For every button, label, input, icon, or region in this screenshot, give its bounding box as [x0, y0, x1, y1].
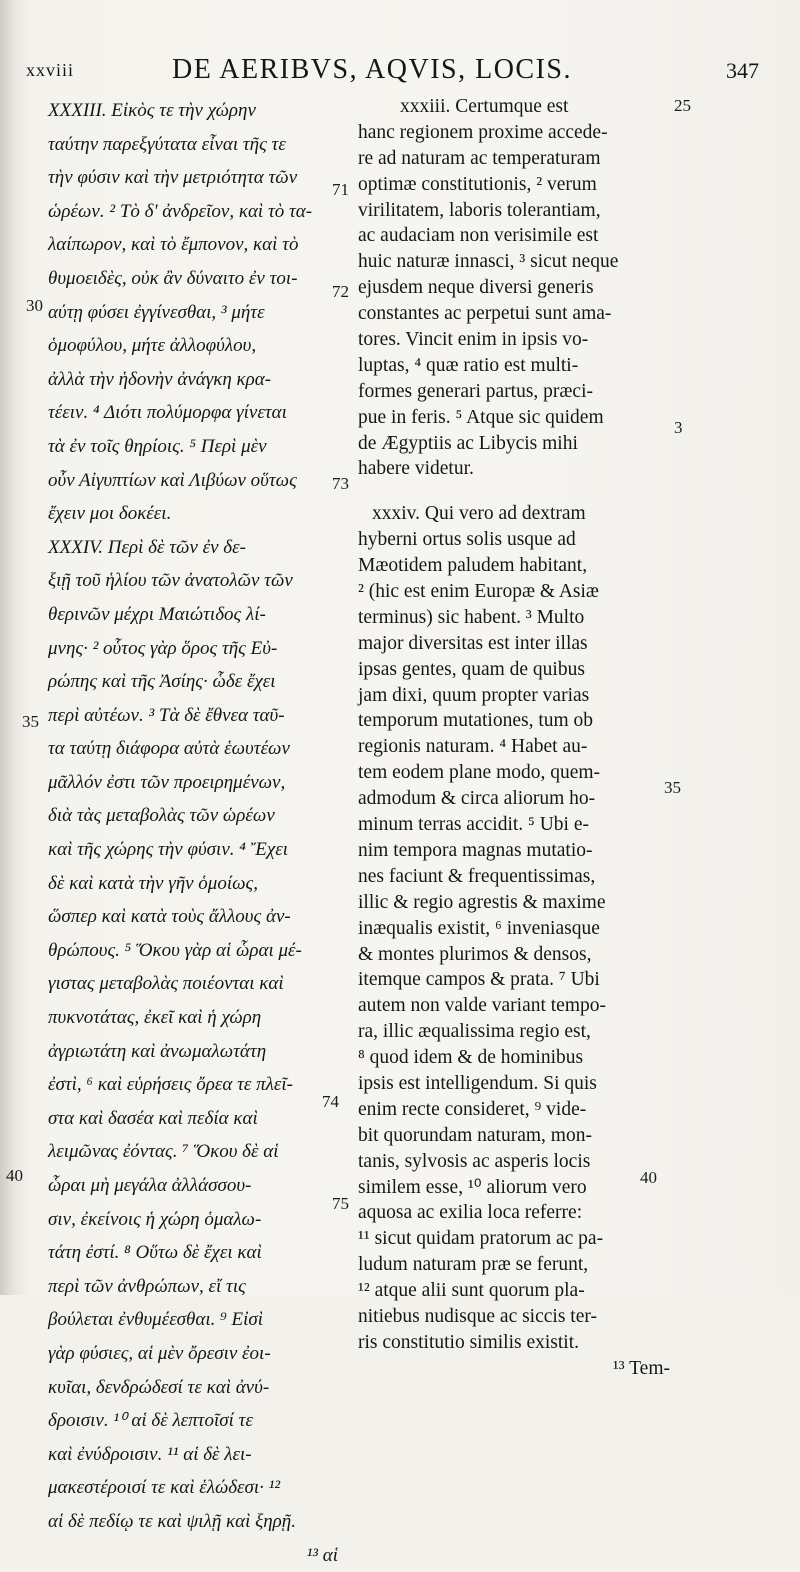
- greek-line: ὡρέων. ² Τὸ δ' ἀνδρεῖον, καὶ τὸ τα-: [48, 200, 313, 222]
- latin-line: ⁸ quod idem & de hominibus: [358, 1047, 584, 1069]
- header-section-number: xxviii: [26, 60, 75, 80]
- latin-line: ejusdem neque diversi generis: [358, 277, 594, 299]
- latin-line: ra, illic æqualissima regio est,: [358, 1021, 591, 1043]
- greek-line: τάτη ἐστί. ⁸ Οὕτω δὲ ἔχει καὶ: [48, 1242, 262, 1264]
- greek-line: XXXIV. Περὶ δὲ τῶν ἐν δε-: [48, 536, 246, 558]
- margin-number: 73: [332, 474, 349, 493]
- greek-line: τὰ ἐν τοῖς θηρίοις. ⁵ Περὶ μὲν: [48, 435, 267, 457]
- latin-line: habere videtur.: [358, 458, 474, 480]
- greek-line: λαίπωρον, καὶ τὸ ἔμπονον, καὶ τὸ: [48, 234, 299, 256]
- greek-line: μακεστέροισί τε καὶ ἑλώδεσι· ¹²: [48, 1477, 281, 1499]
- greek-line: ρώπης καὶ τῆς Ἀσίης· ὧδε ἔχει: [48, 671, 276, 693]
- margin-number: 35: [22, 712, 39, 731]
- greek-line: περὶ τῶν ἀνθρώπων, εἴ τις: [48, 1275, 246, 1297]
- greek-line: περὶ αὐτέων. ³ Τὰ δὲ ἔθνεα ταῦ-: [48, 704, 285, 726]
- latin-line: inæqualis existit, ⁶ inveniasque: [358, 917, 600, 939]
- latin-line: ludum naturam præ se ferunt,: [358, 1254, 589, 1276]
- latin-line: similem esse, ¹⁰ aliorum vero: [358, 1176, 587, 1198]
- latin-line: autem non valde variant tempo-: [358, 995, 606, 1017]
- margin-number: 35: [664, 778, 681, 797]
- latin-line: optimæ constitutionis, ² verum: [358, 173, 597, 195]
- latin-line: minum terras accidit. ⁵ Ubi e-: [358, 814, 589, 836]
- latin-line: terminus) sic habent. ³ Multo: [358, 606, 585, 628]
- greek-line: αἱ δὲ πεδίῳ τε καὶ ψιλῇ καὶ ξηρῇ.: [48, 1510, 296, 1532]
- latin-line: tores. Vincit enim in ipsis vo-: [358, 329, 589, 351]
- running-header: [0, 52, 800, 92]
- latin-line: tem eodem plane modo, quem-: [358, 762, 601, 784]
- latin-line: re ad naturam ac temperaturam: [358, 147, 601, 169]
- greek-line: δὲ καὶ κατὰ τὴν γῆν ὁμοίως,: [48, 872, 259, 894]
- latin-line: temporum mutationes, tum ob: [358, 710, 594, 732]
- greek-line: ταύτην παρεξγύτατα εἶναι τῆς τε: [48, 133, 286, 155]
- latin-line: nim tempora magnas mutatio-: [358, 839, 593, 861]
- greek-line: βούλεται ἐνθυμέεσθαι. ⁹ Εἰσὶ: [48, 1309, 264, 1331]
- greek-line: ἐστὶ, ⁶ καὶ εὑρήσεις ὄρεα τε πλεῖ-: [48, 1074, 293, 1096]
- latin-line: aquosa ac exilia loca referre:: [358, 1202, 583, 1224]
- latin-line: huic naturæ innasci, ³ sicut neque: [358, 251, 619, 273]
- latin-line: pue in feris. ⁵ Atque sic quidem: [358, 406, 604, 428]
- greek-line: καὶ ἐνύδροισιν. ¹¹ αἱ δὲ λει-: [48, 1443, 252, 1465]
- greek-catchword: ¹³ αἱ: [306, 1544, 338, 1566]
- latin-line: admodum & circa aliorum ho-: [358, 788, 596, 810]
- header-title: DE AERIBVS, AQVIS, LOCIS.: [172, 54, 572, 85]
- latin-line: xxxiii. Certumque est: [400, 96, 569, 117]
- greek-line: καὶ τῆς χώρης τὴν φύσιν. ⁴ Ἔχει: [48, 839, 288, 861]
- greek-line: δροισιν. ¹⁰ αἱ δὲ λεπτοῖσί τε: [48, 1410, 253, 1432]
- greek-line: ξιῇ τοῦ ἡλίου τῶν ἀνατολῶν τῶν: [48, 570, 293, 592]
- latin-line: nes faciunt & frequentissimas,: [358, 865, 596, 887]
- latin-line: hanc regionem proxime accede-: [358, 121, 608, 143]
- latin-line: de Ægyptiis ac Libycis mihi: [358, 432, 578, 454]
- latin-line: nitiebus nudisque ac siccis ter-: [358, 1305, 597, 1327]
- latin-line: & montes plurimos & densos,: [358, 943, 592, 965]
- latin-line: formes generari partus, præci-: [358, 380, 593, 402]
- latin-line: hyberni ortus solis usque ad: [358, 529, 576, 551]
- latin-line: jam dixi, quum propter varias: [358, 684, 590, 706]
- latin-catchword: ¹³ Tem-: [612, 1357, 670, 1379]
- latin-line: xxxiv. Qui vero ad dextram: [372, 503, 586, 525]
- greek-line: οὖν Αἰγυπτίων καὶ Λιβύων οὕτως: [48, 469, 297, 491]
- greek-line: λειμῶνας ἐόντας. ⁷ Ὅκου δὲ αἱ: [48, 1141, 279, 1163]
- latin-line: ris constitutio similis existit.: [358, 1331, 580, 1353]
- latin-line: virilitatem, laboris tolerantiam,: [358, 199, 601, 221]
- margin-number: 25: [674, 96, 691, 115]
- greek-line: διὰ τὰς μεταβολὰς τῶν ὡρέων: [48, 805, 275, 827]
- greek-line: ὥσπερ καὶ κατὰ τοὺς ἄλλους ἀν-: [48, 906, 291, 928]
- latin-line: bit quorundam naturam, mon-: [358, 1124, 592, 1146]
- greek-line: τὴν φύσιν καὶ τὴν μετριότητα τῶν: [48, 167, 298, 189]
- greek-line: τέειν. ⁴ Διότι πολύμορφα γίνεται: [48, 402, 287, 424]
- greek-line: γὰρ φύσιες, αἱ μὲν ὄρεσιν ἐοι-: [48, 1342, 271, 1364]
- greek-line: ἔχειν μοι δοκέει.: [48, 503, 172, 525]
- latin-line: ¹¹ sicut quidam pratorum ac pa-: [358, 1228, 604, 1250]
- margin-number: 74: [322, 1092, 339, 1111]
- latin-line: itemque campos & prata. ⁷ Ubi: [358, 969, 600, 991]
- greek-line: ὁμοφύλου, μήτε ἀλλοφύλου,: [48, 335, 257, 357]
- latin-line: ipsis est intelligendum. Si quis: [358, 1072, 597, 1094]
- latin-line: regionis naturam. ⁴ Habet au-: [358, 736, 588, 758]
- latin-line: ¹² atque alii sunt quorum pla-: [358, 1280, 585, 1302]
- greek-line: σιν, ἐκείνοις ἡ χώρη ὁμαλω-: [48, 1208, 262, 1230]
- margin-number: 30: [26, 296, 43, 315]
- latin-line: illic & regio agrestis & maxime: [358, 891, 606, 913]
- latin-line: enim recte consideret, ⁹ vide-: [358, 1098, 587, 1120]
- greek-line: XXXIII. Εἰκὸς τε τὴν χώρην: [48, 100, 256, 121]
- greek-line: κυῖαι, δενδρώδεσί τε καὶ ἀνύ-: [48, 1376, 270, 1398]
- greek-line: ἀγριωτάτη καὶ ἀνωμαλωτάτη: [48, 1040, 267, 1062]
- latin-line: ² (hic est enim Europæ & Asiæ: [358, 581, 599, 603]
- latin-line: ipsas gentes, quam de quibus: [358, 658, 585, 680]
- greek-line: στα καὶ δασέα καὶ πεδία καὶ: [48, 1107, 258, 1129]
- greek-line: μνης· ² οὗτος γὰρ ὅρος τῆς Εὐ-: [48, 637, 278, 659]
- latin-line: Mæotidem paludem habitant,: [358, 555, 588, 577]
- page-number: 347: [726, 58, 759, 83]
- greek-column: [48, 94, 358, 1572]
- greek-line: θερινῶν μέχρι Μαιώτιδος λί-: [48, 603, 266, 625]
- margin-number: 71: [332, 180, 349, 199]
- greek-line: τα ταύτῃ διάφορα αὐτὰ ἑωυτέων: [48, 738, 290, 760]
- greek-line: αύτῃ φύσει ἐγγίνεσθαι, ³ μήτε: [48, 301, 265, 323]
- margin-number: 40: [6, 1166, 23, 1185]
- margin-number: 72: [332, 282, 349, 301]
- greek-line: θυμοειδὲς, οὐκ ἂν δύναιτο ἐν τοι-: [48, 267, 298, 289]
- greek-line: ὧραι μὴ μεγάλα ἀλλάσσου-: [48, 1175, 252, 1196]
- latin-line: constantes ac perpetui sunt ama-: [358, 303, 612, 325]
- latin-line: ac audaciam non verisimile est: [358, 225, 599, 247]
- margin-number: 3: [674, 418, 683, 437]
- greek-line: ἀλλὰ τὴν ἡδονὴν ἀνάγκη κρα-: [48, 368, 272, 390]
- margin-number: 75: [332, 1194, 349, 1213]
- latin-line: tanis, sylvosis ac asperis locis: [358, 1150, 591, 1172]
- latin-line: major diversitas est inter illas: [358, 632, 588, 654]
- margin-number: 40: [640, 1168, 657, 1187]
- greek-line: γιστας μεταβολὰς ποιέονται καὶ: [48, 973, 284, 995]
- greek-line: πυκνοτάτας, ἐκεῖ καὶ ἡ χώρη: [48, 1007, 262, 1029]
- greek-line: θρώπους. ⁵ Ὅκου γὰρ αἱ ὧραι μέ-: [48, 939, 302, 961]
- latin-column: [358, 94, 674, 1382]
- greek-line: μᾶλλόν ἐστι τῶν προειρημένων,: [48, 771, 286, 793]
- latin-line: luptas, ⁴ quæ ratio est multi-: [358, 354, 579, 376]
